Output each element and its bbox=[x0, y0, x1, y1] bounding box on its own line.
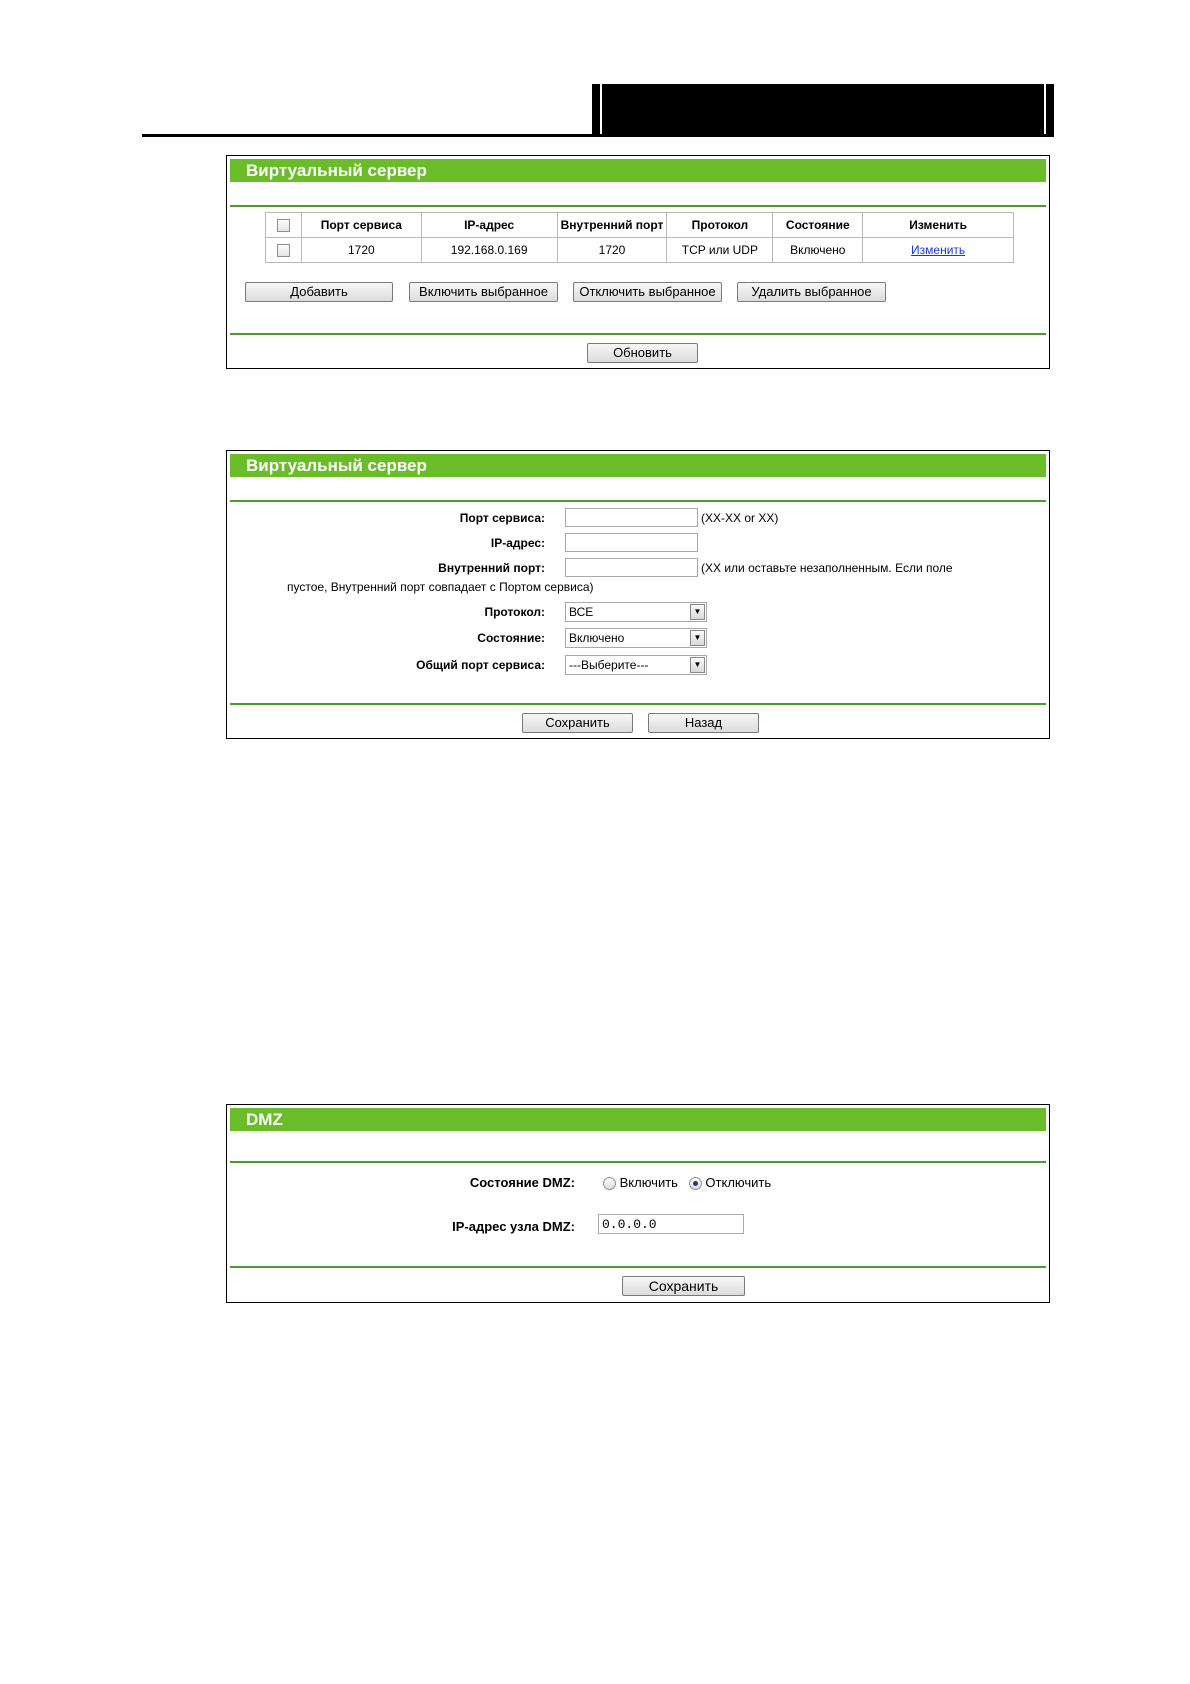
ip-label: IP-адрес: bbox=[490, 536, 545, 550]
cell-internal-port: 1720 bbox=[557, 238, 667, 263]
disable-radio-label[interactable]: Отключить bbox=[705, 1175, 772, 1190]
cell-ip: 192.168.0.169 bbox=[421, 238, 557, 263]
internal-port-input[interactable] bbox=[565, 558, 698, 577]
virtual-server-table bbox=[265, 212, 1014, 263]
row-checkbox[interactable] bbox=[277, 244, 290, 257]
separator bbox=[230, 333, 1046, 335]
protocol-select[interactable] bbox=[565, 602, 707, 622]
refresh-button[interactable]: Обновить bbox=[587, 343, 698, 363]
header-block bbox=[592, 84, 1054, 135]
chevron-down-icon: ▼ bbox=[690, 657, 705, 673]
column-header: Протокол bbox=[667, 213, 773, 238]
common-service-port-label: Общий порт сервиса: bbox=[416, 658, 545, 672]
select-all-checkbox[interactable] bbox=[277, 219, 290, 232]
column-header: Состояние bbox=[773, 213, 863, 238]
edit-link[interactable]: Изменить bbox=[911, 243, 966, 257]
internal-port-hint-continued: пустое, Внутренний порт совпадает с Портом сервиса) bbox=[287, 580, 594, 594]
column-header: Внутренний порт bbox=[557, 213, 667, 238]
separator bbox=[230, 205, 1046, 207]
common-service-port-select[interactable] bbox=[565, 655, 707, 675]
header-tick-left bbox=[600, 84, 602, 135]
table-row bbox=[266, 238, 1014, 263]
separator bbox=[230, 703, 1046, 705]
enable-radio[interactable] bbox=[603, 1177, 616, 1190]
common-service-port-value: ---Выберите--- bbox=[569, 658, 649, 672]
status-select[interactable] bbox=[565, 628, 707, 648]
enable-radio-label[interactable]: Включить bbox=[619, 1175, 678, 1190]
chevron-down-icon: ▼ bbox=[690, 630, 705, 646]
dmz-ip-input[interactable] bbox=[598, 1214, 744, 1234]
virtual-server-edit-panel bbox=[226, 450, 1050, 739]
service-port-label: Порт сервиса: bbox=[459, 511, 545, 525]
dmz-ip-label: IP-адрес узла DMZ: bbox=[452, 1219, 575, 1234]
ip-input[interactable] bbox=[565, 533, 698, 552]
service-port-input[interactable] bbox=[565, 508, 698, 527]
save-button[interactable]: Сохранить bbox=[522, 713, 633, 733]
dmz-panel bbox=[226, 1104, 1050, 1303]
add-button[interactable]: Добавить bbox=[245, 282, 393, 302]
header-tick-right bbox=[1044, 84, 1046, 135]
header-rule bbox=[142, 134, 1054, 137]
chevron-down-icon: ▼ bbox=[690, 604, 705, 620]
disable-radio[interactable] bbox=[689, 1177, 702, 1190]
back-button[interactable]: Назад bbox=[648, 713, 759, 733]
dmz-state-options bbox=[603, 1175, 771, 1190]
internal-port-label: Внутренний порт: bbox=[438, 561, 545, 575]
internal-port-hint: (XX или оставьте незаполненным. Если поле bbox=[701, 561, 953, 575]
disable-selected-button[interactable]: Отключить выбранное bbox=[573, 282, 722, 302]
table-header-row bbox=[266, 213, 1014, 238]
protocol-select-value: ВСЕ bbox=[569, 605, 594, 619]
separator bbox=[230, 1161, 1046, 1163]
status-label: Состояние: bbox=[477, 631, 545, 645]
delete-selected-button[interactable]: Удалить выбранное bbox=[737, 282, 886, 302]
column-header: Изменить bbox=[863, 213, 1014, 238]
column-header: Порт сервиса bbox=[301, 213, 421, 238]
separator bbox=[230, 500, 1046, 502]
separator bbox=[230, 1266, 1046, 1268]
cell-status: Включено bbox=[773, 238, 863, 263]
service-port-hint: (XX-XX or XX) bbox=[701, 511, 779, 525]
cell-service-port: 1720 bbox=[301, 238, 421, 263]
dmz-save-button[interactable]: Сохранить bbox=[622, 1276, 745, 1296]
panel-title: DMZ bbox=[230, 1108, 1046, 1131]
cell-protocol: TCP или UDP bbox=[667, 238, 773, 263]
column-header: IP-адрес bbox=[421, 213, 557, 238]
panel-title: Виртуальный сервер bbox=[230, 159, 1046, 182]
dmz-state-label: Состояние DMZ: bbox=[469, 1175, 575, 1190]
protocol-label: Протокол: bbox=[484, 605, 545, 619]
virtual-server-list-panel bbox=[226, 155, 1050, 369]
panel-title: Виртуальный сервер bbox=[230, 454, 1046, 477]
status-select-value: Включено bbox=[569, 631, 625, 645]
enable-selected-button[interactable]: Включить выбранное bbox=[409, 282, 558, 302]
